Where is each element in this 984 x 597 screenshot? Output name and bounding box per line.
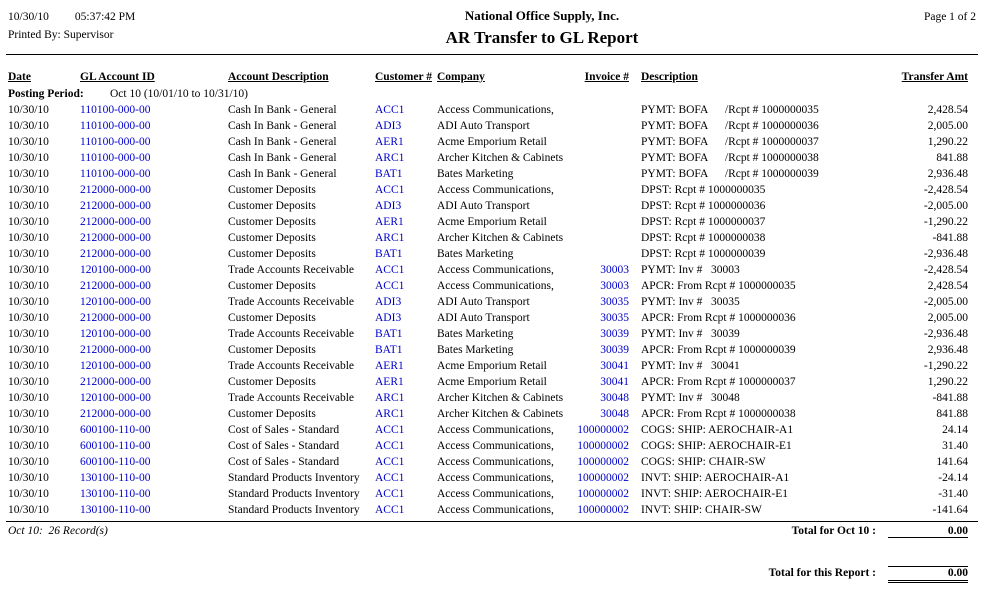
table-row (0, 198, 984, 214)
cell-transfer-amt: -31.40 (938, 488, 968, 500)
cell-company: Access Communications, (437, 184, 554, 196)
cell-date: 10/30/10 (8, 120, 49, 132)
cell-transfer-amt: 841.88 (936, 152, 968, 164)
cell-account-description: Trade Accounts Receivable (228, 360, 355, 372)
cell-invoice-number-link[interactable] (577, 134, 629, 150)
cell-invoice-number-link[interactable]: 100000002 (577, 456, 629, 468)
table-row (0, 422, 984, 438)
cell-company: Acme Emporium Retail (437, 216, 547, 228)
table-row (0, 502, 984, 518)
posting-period-label: Posting Period: (8, 88, 84, 100)
cell-invoice-number-link[interactable] (577, 214, 629, 230)
cell-gl-account-id-link[interactable]: 212000-000-00 (80, 344, 151, 356)
cell-invoice-number-link[interactable]: 30035 (600, 296, 629, 308)
cell-account-description: Cost of Sales - Standard (228, 424, 340, 436)
cell-gl-account-id-link[interactable]: 110100-000-00 (80, 168, 151, 180)
cell-date: 10/30/10 (8, 264, 49, 276)
cell-company: Acme Emporium Retail (437, 136, 547, 148)
page-title: AR Transfer to GL Report (445, 28, 639, 47)
table-row (0, 214, 984, 230)
cell-invoice-number-link[interactable]: 30035 (600, 312, 629, 324)
cell-company: Access Communications, (437, 104, 554, 116)
cell-gl-account-id-link[interactable]: 120100-000-00 (80, 296, 151, 308)
cell-invoice-number-link[interactable] (577, 198, 629, 214)
cell-date: 10/30/10 (8, 488, 49, 500)
cell-invoice-number-link[interactable] (577, 150, 629, 166)
cell-account-description: Cash In Bank - General (228, 120, 337, 132)
cell-description: APCR: From Rcpt # 1000000037 (641, 376, 796, 388)
cell-date: 10/30/10 (8, 376, 49, 388)
cell-account-description: Customer Deposits (228, 376, 316, 388)
cell-date: 10/30/10 (8, 328, 49, 340)
cell-company: Bates Marketing (437, 248, 514, 260)
cell-customer-number-link[interactable]: ACC1 (375, 424, 405, 436)
cell-company: Archer Kitchen & Cabinets (437, 152, 564, 164)
table-row (0, 406, 984, 422)
cell-description: INVT: SHIP: AEROCHAIR-A1 (641, 472, 790, 484)
cell-invoice-number-link[interactable]: 30041 (600, 376, 629, 388)
cell-date: 10/30/10 (8, 152, 49, 164)
cell-account-description: Customer Deposits (228, 408, 316, 420)
cell-customer-number-link[interactable]: ACC1 (375, 280, 405, 292)
cell-account-description: Cash In Bank - General (228, 152, 337, 164)
cell-customer-number-link[interactable]: ADI3 (375, 296, 402, 308)
cell-description: PYMT: Inv # 30048 (641, 392, 740, 404)
cell-company: Bates Marketing (437, 168, 514, 180)
cell-customer-number-link[interactable]: ARC1 (375, 152, 405, 164)
cell-account-description: Customer Deposits (228, 216, 316, 228)
table-row (0, 390, 984, 406)
cell-customer-number-link[interactable]: ADI3 (375, 200, 402, 212)
cell-date: 10/30/10 (8, 504, 49, 516)
table-row (0, 486, 984, 502)
cell-company: Access Communications, (437, 264, 554, 276)
cell-account-description: Trade Accounts Receivable (228, 392, 355, 404)
cell-account-description: Cash In Bank - General (228, 136, 337, 148)
cell-company: Bates Marketing (437, 328, 514, 340)
cell-account-description: Cash In Bank - General (228, 104, 337, 116)
cell-gl-account-id-link[interactable]: 120100-000-00 (80, 264, 151, 276)
cell-company: Bates Marketing (437, 344, 514, 356)
report-total-value: 0.00 (888, 566, 968, 583)
cell-transfer-amt: 2,428.54 (927, 280, 968, 292)
cell-gl-account-id-link[interactable]: 212000-000-00 (80, 312, 151, 324)
col-header-transfer-amt: Transfer Amt (901, 71, 968, 83)
cell-customer-number-link[interactable]: BAT1 (375, 328, 403, 340)
cell-description: PYMT: BOFA /Rcpt # 1000000038 (641, 152, 819, 164)
table-row (0, 470, 984, 486)
cell-transfer-amt: 841.88 (936, 408, 968, 420)
cell-gl-account-id-link[interactable]: 130100-110-00 (80, 472, 151, 484)
cell-date: 10/30/10 (8, 344, 49, 356)
cell-account-description: Customer Deposits (228, 232, 316, 244)
cell-customer-number-link[interactable]: AER1 (375, 216, 404, 228)
cell-gl-account-id-link[interactable]: 120100-000-00 (80, 328, 151, 340)
cell-invoice-number-link[interactable]: 30003 (600, 264, 629, 276)
cell-company: Acme Emporium Retail (437, 360, 547, 372)
cell-date: 10/30/10 (8, 296, 49, 308)
cell-invoice-number-link[interactable] (577, 230, 629, 246)
table-row (0, 150, 984, 166)
table-row (0, 438, 984, 454)
cell-date: 10/30/10 (8, 424, 49, 436)
cell-company: Access Communications, (437, 488, 554, 500)
posting-period-value: Oct 10 (10/01/10 to 10/31/10) (110, 88, 248, 100)
cell-customer-number-link[interactable]: ARC1 (375, 392, 405, 404)
cell-gl-account-id-link[interactable]: 130100-110-00 (80, 504, 151, 516)
cell-date: 10/30/10 (8, 392, 49, 404)
cell-customer-number-link[interactable]: ACC1 (375, 184, 405, 196)
col-header-company: Company (437, 71, 485, 83)
cell-gl-account-id-link[interactable]: 212000-000-00 (80, 232, 151, 244)
cell-gl-account-id-link[interactable]: 130100-110-00 (80, 488, 151, 500)
table-row (0, 454, 984, 470)
cell-gl-account-id-link[interactable]: 110100-000-00 (80, 136, 151, 148)
cell-customer-number-link[interactable]: ADI3 (375, 120, 402, 132)
cell-invoice-number-link[interactable]: 30048 (600, 392, 629, 404)
cell-date: 10/30/10 (8, 168, 49, 180)
cell-transfer-amt: 24.14 (942, 424, 968, 436)
report-header (0, 0, 984, 54)
cell-invoice-number-link[interactable]: 100000002 (577, 488, 629, 500)
cell-description: PYMT: BOFA /Rcpt # 1000000036 (641, 120, 819, 132)
cell-account-description: Cash In Bank - General (228, 168, 337, 180)
cell-date: 10/30/10 (8, 472, 49, 484)
cell-company: ADI Auto Transport (437, 312, 530, 324)
cell-description: COGS: SHIP: AEROCHAIR-A1 (641, 424, 794, 436)
cell-description: APCR: From Rcpt # 1000000039 (641, 344, 796, 356)
col-header-customer-number: Customer # (375, 71, 432, 83)
cell-gl-account-id-link[interactable]: 212000-000-00 (80, 184, 151, 196)
table-row (0, 262, 984, 278)
cell-date: 10/30/10 (8, 360, 49, 372)
cell-customer-number-link[interactable]: ACC1 (375, 440, 405, 452)
cell-invoice-number-link[interactable] (577, 118, 629, 134)
cell-gl-account-id-link[interactable]: 212000-000-00 (80, 280, 151, 292)
cell-description: DPST: Rcpt # 1000000037 (641, 216, 766, 228)
cell-gl-account-id-link[interactable]: 212000-000-00 (80, 376, 151, 388)
cell-gl-account-id-link[interactable]: 600100-110-00 (80, 440, 151, 452)
cell-date: 10/30/10 (8, 104, 49, 116)
record-count: Oct 10: 26 Record(s) (8, 525, 108, 537)
cell-company: ADI Auto Transport (437, 120, 530, 132)
cell-description: INVT: SHIP: CHAIR-SW (641, 504, 762, 516)
cell-date: 10/30/10 (8, 456, 49, 468)
cell-customer-number-link[interactable]: BAT1 (375, 168, 403, 180)
cell-transfer-amt: -2,005.00 (923, 296, 968, 308)
cell-date: 10/30/10 (8, 248, 49, 260)
cell-company: Access Communications, (437, 440, 554, 452)
cell-transfer-amt: -2,428.54 (923, 264, 968, 276)
cell-account-description: Customer Deposits (228, 200, 316, 212)
table-row (0, 326, 984, 342)
cell-gl-account-id-link[interactable]: 212000-000-00 (80, 408, 151, 420)
cell-company: Access Communications, (437, 280, 554, 292)
cell-description: DPST: Rcpt # 1000000038 (641, 232, 766, 244)
cell-transfer-amt: 1,290.22 (927, 376, 968, 388)
header-divider (6, 54, 978, 55)
cell-account-description: Customer Deposits (228, 312, 316, 324)
cell-invoice-number-link[interactable] (577, 102, 629, 118)
cell-customer-number-link[interactable]: ACC1 (375, 264, 405, 276)
cell-gl-account-id-link[interactable]: 212000-000-00 (80, 248, 151, 260)
col-header-account-description: Account Description (228, 71, 329, 83)
cell-customer-number-link[interactable]: AER1 (375, 136, 404, 148)
cell-invoice-number-link[interactable]: 30039 (600, 328, 629, 340)
cell-transfer-amt: -841.88 (932, 232, 968, 244)
header-center (228, 8, 856, 54)
cell-company: Archer Kitchen & Cabinets (437, 408, 564, 420)
cell-account-description: Cost of Sales - Standard (228, 456, 340, 468)
cell-transfer-amt: 31.40 (942, 440, 968, 452)
column-headers (0, 69, 984, 86)
company-name: National Office Supply, Inc. (464, 8, 620, 23)
cell-company: Access Communications, (437, 472, 554, 484)
cell-customer-number-link[interactable]: BAT1 (375, 248, 403, 260)
cell-invoice-number-link[interactable]: 30003 (600, 280, 629, 292)
cell-customer-number-link[interactable]: ACC1 (375, 104, 405, 116)
table-row (0, 374, 984, 390)
table-row (0, 342, 984, 358)
cell-transfer-amt: 1,290.22 (927, 136, 968, 148)
cell-customer-number-link[interactable]: AER1 (375, 360, 404, 372)
cell-date: 10/30/10 (8, 200, 49, 212)
cell-description: DPST: Rcpt # 1000000039 (641, 248, 766, 260)
table-row (0, 166, 984, 182)
cell-transfer-amt: 2,428.54 (927, 104, 968, 116)
cell-transfer-amt: -2,428.54 (923, 184, 968, 196)
cell-description: PYMT: Inv # 30035 (641, 296, 740, 308)
cell-company: ADI Auto Transport (437, 296, 530, 308)
period-total-label: Total for Oct 10 : (791, 525, 876, 537)
cell-transfer-amt: -141.64 (932, 504, 968, 516)
cell-customer-number-link[interactable]: ADI3 (375, 312, 402, 324)
cell-invoice-number-link[interactable]: 100000002 (577, 504, 629, 516)
cell-transfer-amt: -2,005.00 (923, 200, 968, 212)
cell-gl-account-id-link[interactable]: 212000-000-00 (80, 200, 151, 212)
cell-invoice-number-link[interactable] (577, 246, 629, 262)
cell-transfer-amt: 2,936.48 (927, 344, 968, 356)
cell-account-description: Customer Deposits (228, 280, 316, 292)
cell-description: APCR: From Rcpt # 1000000038 (641, 408, 796, 420)
cell-transfer-amt: 141.64 (936, 456, 968, 468)
cell-date: 10/30/10 (8, 408, 49, 420)
cell-invoice-number-link[interactable] (577, 166, 629, 182)
cell-description: PYMT: BOFA /Rcpt # 1000000039 (641, 168, 819, 180)
cell-date: 10/30/10 (8, 184, 49, 196)
cell-transfer-amt: -24.14 (938, 472, 968, 484)
cell-gl-account-id-link[interactable]: 120100-000-00 (80, 360, 151, 372)
cell-description: PYMT: Inv # 30041 (641, 360, 740, 372)
cell-company: Archer Kitchen & Cabinets (437, 392, 564, 404)
cell-account-description: Customer Deposits (228, 184, 316, 196)
cell-invoice-number-link[interactable]: 100000002 (577, 424, 629, 436)
print-time: 05:37:42 PM (74, 11, 136, 23)
table-row (0, 182, 984, 198)
cell-company: Access Communications, (437, 504, 554, 516)
table-row (0, 358, 984, 374)
col-header-gl-account-id: GL Account ID (80, 71, 155, 83)
period-total-row (0, 522, 984, 544)
cell-invoice-number-link[interactable]: 30039 (600, 344, 629, 356)
cell-company: ADI Auto Transport (437, 200, 530, 212)
cell-customer-number-link[interactable]: ACC1 (375, 456, 405, 468)
cell-company: Access Communications, (437, 424, 554, 436)
cell-gl-account-id-link[interactable]: 110100-000-00 (80, 120, 151, 132)
cell-gl-account-id-link[interactable]: 600100-110-00 (80, 456, 151, 468)
cell-gl-account-id-link[interactable]: 110100-000-00 (80, 104, 151, 116)
report-total-row (0, 566, 984, 583)
cell-customer-number-link[interactable]: ARC1 (375, 232, 405, 244)
cell-transfer-amt: 2,005.00 (927, 120, 968, 132)
cell-invoice-number-link[interactable]: 30048 (600, 408, 629, 420)
cell-invoice-number-link[interactable]: 30041 (600, 360, 629, 372)
cell-account-description: Trade Accounts Receivable (228, 264, 355, 276)
cell-transfer-amt: -2,936.48 (923, 328, 968, 340)
cell-date: 10/30/10 (8, 216, 49, 228)
printed-by: Printed By: Supervisor (8, 29, 114, 41)
cell-description: PYMT: Inv # 30003 (641, 264, 740, 276)
cell-invoice-number-link[interactable] (577, 182, 629, 198)
table-row (0, 134, 984, 150)
cell-description: APCR: From Rcpt # 1000000036 (641, 312, 796, 324)
cell-transfer-amt: -841.88 (932, 392, 968, 404)
cell-description: DPST: Rcpt # 1000000035 (641, 184, 766, 196)
header-left (8, 8, 228, 54)
cell-customer-number-link[interactable]: AER1 (375, 376, 404, 388)
cell-account-description: Cost of Sales - Standard (228, 440, 340, 452)
cell-company: Access Communications, (437, 456, 554, 468)
cell-gl-account-id-link[interactable]: 120100-000-00 (80, 392, 151, 404)
cell-description: DPST: Rcpt # 1000000036 (641, 200, 766, 212)
table-row (0, 310, 984, 326)
cell-transfer-amt: -2,936.48 (923, 248, 968, 260)
cell-account-description: Standard Products Inventory (228, 472, 360, 484)
cell-description: PYMT: BOFA /Rcpt # 1000000035 (641, 104, 819, 116)
period-total-value: 0.00 (888, 525, 968, 538)
report-rows (0, 102, 984, 518)
report-total-label: Total for this Report : (768, 567, 876, 579)
cell-customer-number-link[interactable]: BAT1 (375, 344, 403, 356)
cell-customer-number-link[interactable]: ACC1 (375, 504, 405, 516)
print-date: 10/30/10 (8, 11, 49, 23)
cell-company: Acme Emporium Retail (437, 376, 547, 388)
table-row (0, 102, 984, 118)
cell-date: 10/30/10 (8, 232, 49, 244)
cell-customer-number-link[interactable]: ACC1 (375, 472, 405, 484)
cell-gl-account-id-link[interactable]: 110100-000-00 (80, 152, 151, 164)
cell-description: INVT: SHIP: AEROCHAIR-E1 (641, 488, 789, 500)
cell-customer-number-link[interactable]: ACC1 (375, 488, 405, 500)
cell-account-description: Customer Deposits (228, 344, 316, 356)
cell-invoice-number-link[interactable]: 100000002 (577, 472, 629, 484)
table-row (0, 230, 984, 246)
table-row (0, 118, 984, 134)
col-header-description: Description (641, 71, 698, 83)
cell-transfer-amt: -1,290.22 (923, 360, 968, 372)
page-indicator: Page 1 of 2 (923, 11, 976, 23)
cell-account-description: Standard Products Inventory (228, 504, 360, 516)
table-row (0, 278, 984, 294)
cell-invoice-number-link[interactable]: 100000002 (577, 440, 629, 452)
posting-period-row (0, 86, 984, 102)
cell-date: 10/30/10 (8, 312, 49, 324)
col-header-date: Date (8, 71, 31, 83)
cell-transfer-amt: 2,936.48 (927, 168, 968, 180)
col-header-invoice-number: Invoice # (584, 71, 629, 83)
cell-date: 10/30/10 (8, 136, 49, 148)
cell-gl-account-id-link[interactable]: 600100-110-00 (80, 424, 151, 436)
table-row (0, 294, 984, 310)
cell-company: Archer Kitchen & Cabinets (437, 232, 564, 244)
cell-date: 10/30/10 (8, 440, 49, 452)
cell-account-description: Trade Accounts Receivable (228, 328, 355, 340)
cell-description: COGS: SHIP: CHAIR-SW (641, 456, 766, 468)
cell-description: PYMT: BOFA /Rcpt # 1000000037 (641, 136, 819, 148)
cell-description: COGS: SHIP: AEROCHAIR-E1 (641, 440, 792, 452)
cell-account-description: Standard Products Inventory (228, 488, 360, 500)
cell-customer-number-link[interactable]: ARC1 (375, 408, 405, 420)
table-row (0, 246, 984, 262)
cell-transfer-amt: 2,005.00 (927, 312, 968, 324)
cell-account-description: Customer Deposits (228, 248, 316, 260)
cell-description: APCR: From Rcpt # 1000000035 (641, 280, 796, 292)
cell-date: 10/30/10 (8, 280, 49, 292)
cell-account-description: Trade Accounts Receivable (228, 296, 355, 308)
cell-description: PYMT: Inv # 30039 (641, 328, 740, 340)
cell-gl-account-id-link[interactable]: 212000-000-00 (80, 216, 151, 228)
cell-transfer-amt: -1,290.22 (923, 216, 968, 228)
